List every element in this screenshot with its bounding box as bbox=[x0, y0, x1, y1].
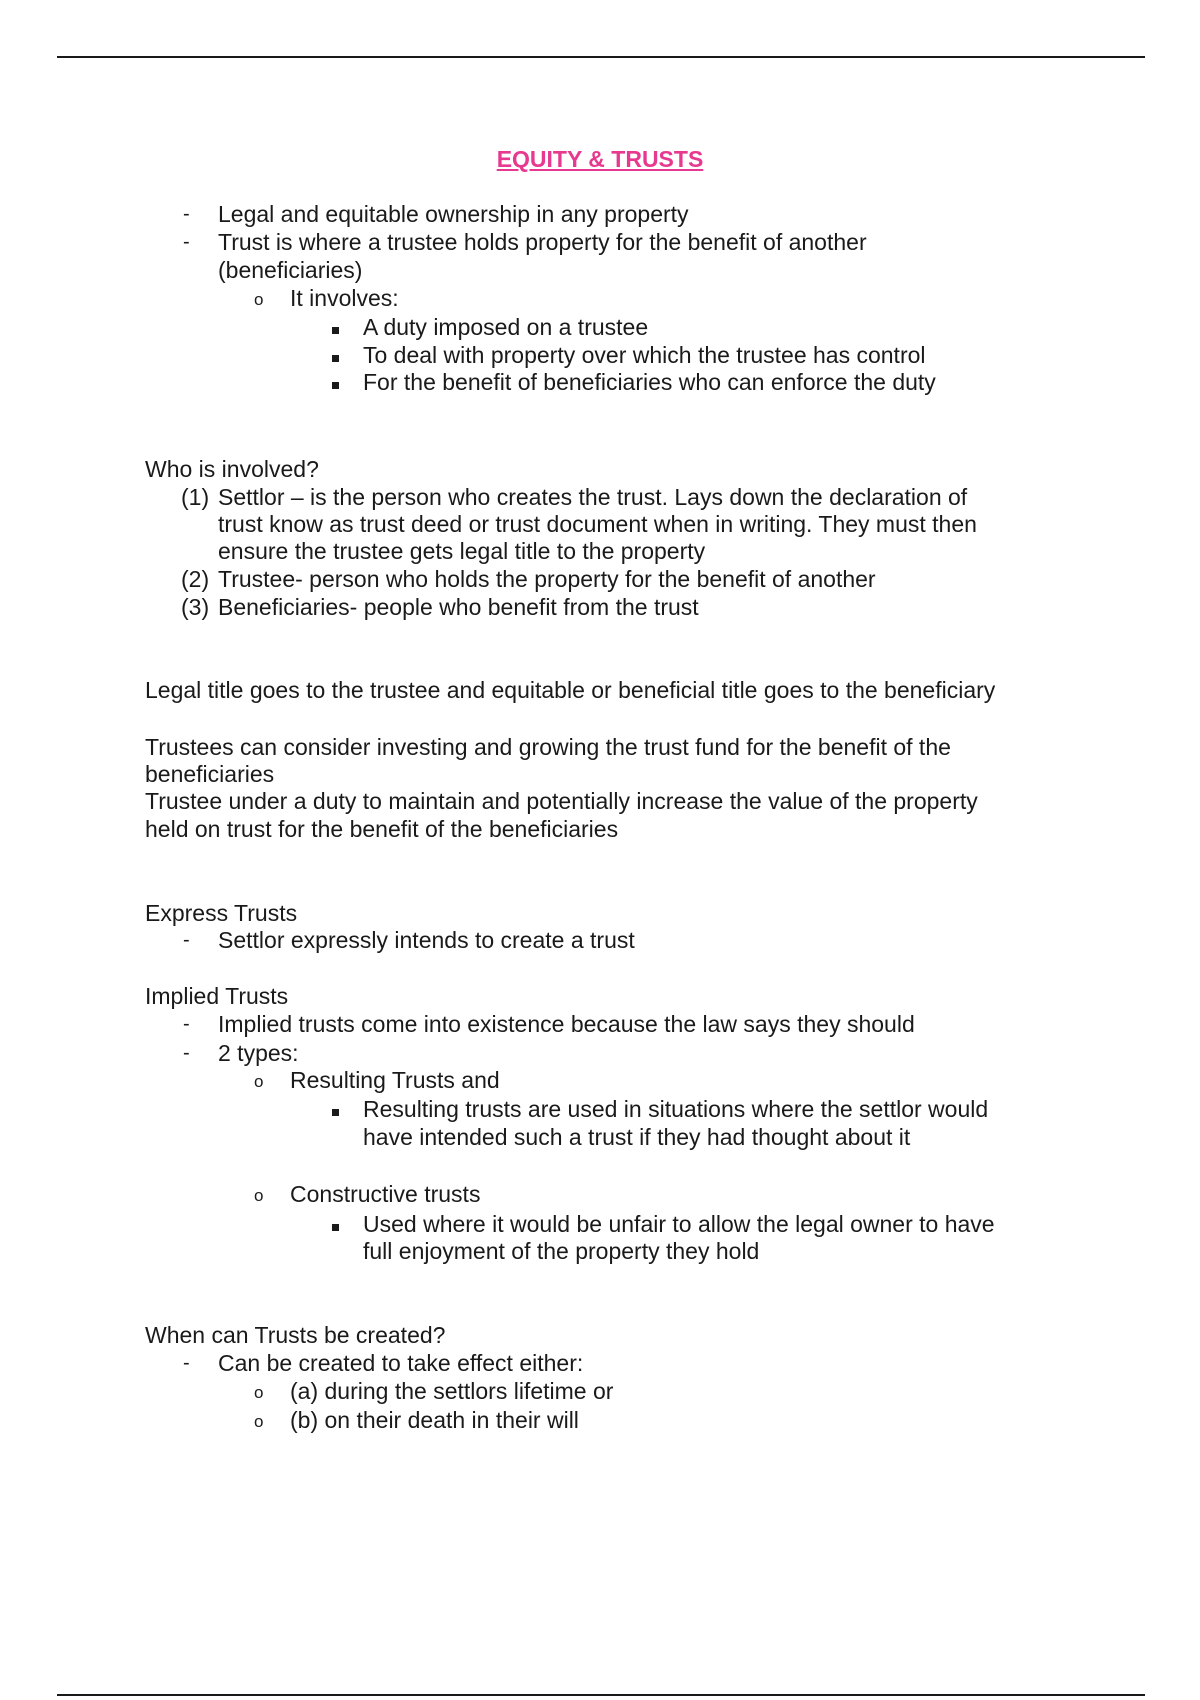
resulting-detail: Resulting trusts are used in situations where the settlor would bbox=[363, 1096, 989, 1122]
involved-number: (1) bbox=[181, 484, 210, 510]
when-bullet: Can be created to take effect either: bbox=[218, 1350, 584, 1376]
intro-bullet: Trust is where a trustee holds property for the benefit of another bbox=[218, 229, 867, 255]
implied-heading: Implied Trusts bbox=[145, 983, 289, 1009]
dash-bullet: - bbox=[183, 1013, 190, 1035]
dash-bullet: - bbox=[183, 1042, 190, 1064]
resulting-label: Resulting Trusts and bbox=[290, 1067, 500, 1093]
top-rule bbox=[57, 56, 1145, 58]
when-option: (b) on their death in their will bbox=[290, 1407, 579, 1433]
involved-item-continuation: trust know as trust deed or trust document when in writing. They must then bbox=[218, 511, 977, 537]
involved-number: (3) bbox=[181, 594, 210, 620]
express-bullet: Settlor expressly intends to create a trust bbox=[218, 927, 635, 953]
circle-bullet: o bbox=[254, 1383, 264, 1402]
resulting-detail-continuation: have intended such a trust if they had thought about it bbox=[363, 1124, 911, 1150]
constructive-detail: Used where it would be unfair to allow the legal owner to have bbox=[363, 1211, 995, 1237]
intro-bullet-continuation: (beneficiaries) bbox=[218, 257, 363, 283]
intro-bullet: Legal and equitable ownership in any property bbox=[218, 201, 689, 227]
involved-item: Beneficiaries- people who benefit from the trust bbox=[218, 594, 699, 620]
paragraph: beneficiaries bbox=[145, 761, 275, 787]
bottom-rule bbox=[57, 1694, 1145, 1696]
involved-item: Trustee- person who holds the property for the benefit of another bbox=[218, 566, 876, 592]
involved-item: Settlor – is the person who creates the trust. Lays down the declaration of bbox=[218, 484, 968, 510]
circle-bullet: o bbox=[254, 1072, 264, 1091]
involved-number: (2) bbox=[181, 566, 210, 592]
involved-item-continuation: ensure the trustee gets legal title to the property bbox=[218, 538, 706, 564]
square-bullet bbox=[332, 1210, 339, 1237]
square-bullet bbox=[332, 313, 339, 340]
paragraph: Legal title goes to the trustee and equitable or beneficial title goes to the beneficiary bbox=[145, 677, 996, 703]
implied-bullet: 2 types: bbox=[218, 1040, 299, 1066]
intro-detail: For the benefit of beneficiaries who can enforce the duty bbox=[363, 369, 936, 395]
constructive-label: Constructive trusts bbox=[290, 1181, 481, 1207]
involved-heading: Who is involved? bbox=[145, 456, 319, 482]
square-bullet bbox=[332, 1095, 339, 1122]
paragraph: Trustee under a duty to maintain and potentially increase the value of the property bbox=[145, 788, 978, 814]
paragraph: held on trust for the benefit of the beneficiaries bbox=[145, 816, 619, 842]
dash-bullet: - bbox=[183, 929, 190, 951]
circle-bullet: o bbox=[254, 1412, 264, 1431]
circle-bullet: o bbox=[254, 1186, 264, 1205]
square-bullet bbox=[332, 368, 339, 395]
dash-bullet: - bbox=[183, 1352, 190, 1374]
dash-bullet: - bbox=[183, 203, 190, 225]
intro-sub-bullet: It involves: bbox=[290, 285, 399, 311]
when-heading: When can Trusts be created? bbox=[145, 1322, 446, 1348]
circle-bullet: o bbox=[254, 290, 264, 309]
dash-bullet: - bbox=[183, 231, 190, 253]
square-bullet bbox=[332, 341, 339, 368]
express-heading: Express Trusts bbox=[145, 900, 298, 926]
implied-bullet: Implied trusts come into existence because the law says they should bbox=[218, 1011, 915, 1037]
intro-detail: A duty imposed on a trustee bbox=[363, 314, 649, 340]
when-option: (a) during the settlors lifetime or bbox=[290, 1378, 614, 1404]
paragraph: Trustees can consider investing and growing the trust fund for the benefit of the bbox=[145, 734, 951, 760]
intro-detail: To deal with property over which the trustee has control bbox=[363, 342, 926, 368]
constructive-detail-continuation: full enjoyment of the property they hold bbox=[363, 1238, 760, 1264]
page-title: EQUITY & TRUSTS bbox=[496, 146, 704, 172]
